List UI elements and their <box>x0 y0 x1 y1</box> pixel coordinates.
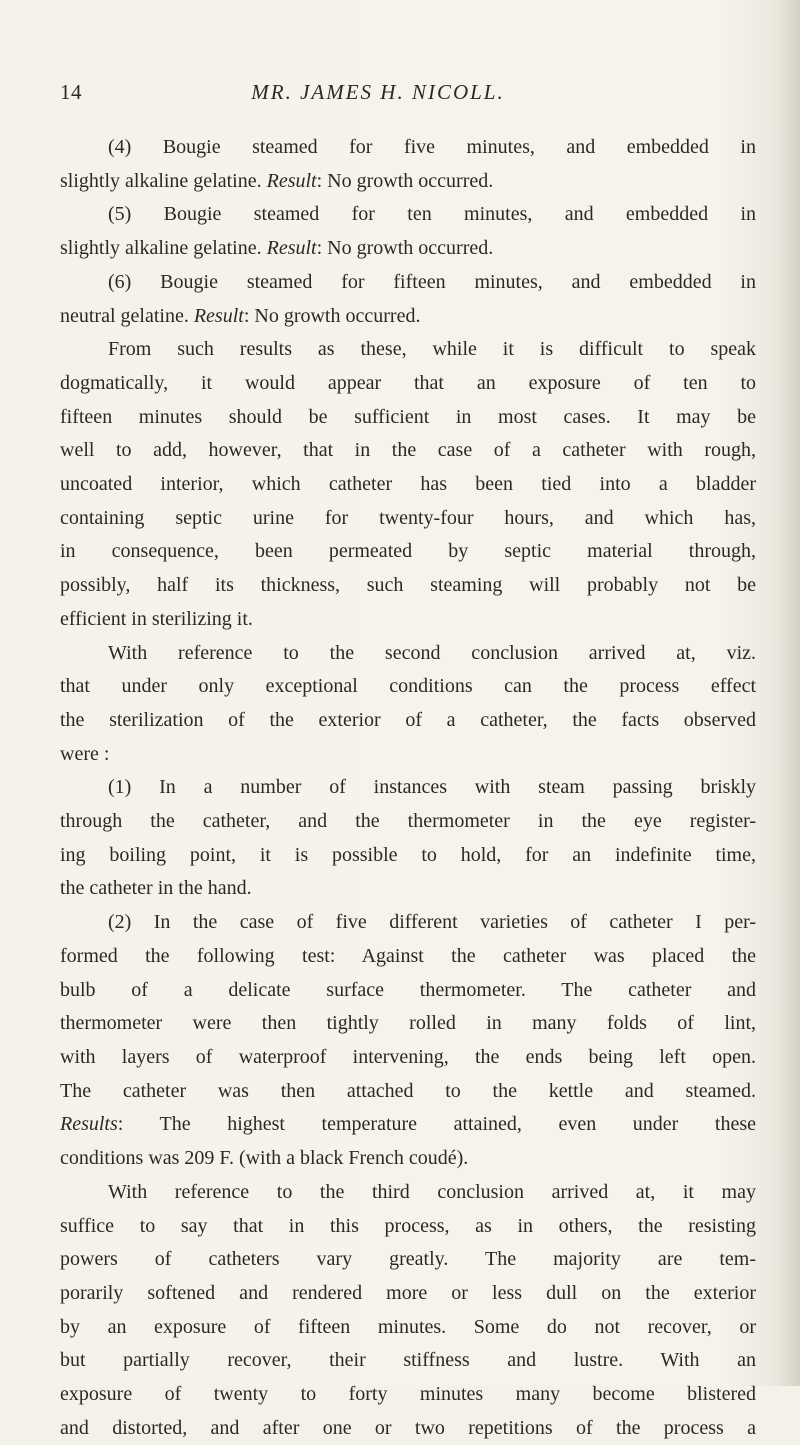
text-line <box>60 1108 756 1142</box>
paragraph-p4 <box>60 131 756 198</box>
text-run: With reference to the second conclusion arrived at, viz. <box>108 641 756 664</box>
text-line <box>60 603 756 637</box>
text-line <box>60 940 756 974</box>
text-line <box>60 367 756 401</box>
text-run: well to add, however, that in the case of a catheter with rough, <box>60 439 756 462</box>
text-run: that under only exceptional conditions can the process effect <box>60 675 756 698</box>
text-line <box>60 872 756 906</box>
text-run: (5) Bougie steamed for ten minutes, and embedded in <box>108 203 756 226</box>
text-line <box>60 974 756 1008</box>
text-line <box>60 906 756 940</box>
text-line <box>60 704 756 738</box>
text-line <box>60 468 756 502</box>
text-run: porarily softened and rendered more or less dull on the exterior <box>60 1281 756 1304</box>
text-run: suffice to say that in this process, as in others, the resisting <box>60 1214 756 1237</box>
text-run: formed the following test: Against the catheter was placed the <box>60 944 756 967</box>
text-line <box>60 569 756 603</box>
text-run: From such results as these, while it is difficult to speak <box>108 338 756 361</box>
text-run: slightly alkaline gelatine. <box>60 237 267 260</box>
text-line <box>60 1311 756 1345</box>
body-text <box>60 131 756 1445</box>
text-line <box>60 300 756 334</box>
text-run: : No growth occurred. <box>243 304 421 327</box>
text-run: slightly alkaline gelatine. <box>60 169 267 192</box>
text-run: conditions was 209 F. (with a black French coudé). <box>60 1147 469 1170</box>
text-run: : No growth occurred. <box>316 237 494 260</box>
text-run: containing septic urine for twenty-four hours, and which has, <box>60 506 756 529</box>
text-run: : The highest temperature attained, even under these <box>117 1113 756 1136</box>
text-line <box>60 1412 756 1445</box>
text-run: the sterilization of the exterior of a catheter, the facts observed <box>60 708 756 731</box>
italic-run: Result <box>266 237 317 260</box>
text-run: thermometer were then tightly rolled in many folds of lint, <box>60 1012 756 1035</box>
text-line <box>60 1142 756 1176</box>
text-line <box>60 805 756 839</box>
text-run: uncoated interior, which catheter has been tied into a bladder <box>60 473 756 496</box>
text-line <box>60 670 756 704</box>
text-line <box>60 333 756 367</box>
text-run: powers of catheters vary greatly. The majority are tem- <box>60 1248 756 1271</box>
text-line <box>60 434 756 468</box>
text-run: (6) Bougie steamed for fifteen minutes, and embedded in <box>108 270 756 293</box>
paragraph-p-from <box>60 333 756 636</box>
text-run: The catheter was then attached to the kettle and steamed. <box>60 1079 756 1102</box>
text-run: the catheter in the hand. <box>60 877 252 900</box>
text-line <box>60 839 756 873</box>
text-line <box>60 1210 756 1244</box>
italic-run: Results <box>60 1113 118 1136</box>
text-run: by an exposure of fifteen minutes. Some do not recover, or <box>60 1315 756 1338</box>
text-line <box>60 1176 756 1210</box>
text-line <box>60 637 756 671</box>
text-line <box>60 1378 756 1412</box>
text-line <box>60 266 756 300</box>
text-line <box>60 401 756 435</box>
text-run: through the catheter, and the thermometer in the eye register- <box>60 810 756 833</box>
text-line <box>60 1243 756 1277</box>
text-line <box>60 738 756 772</box>
text-line <box>60 198 756 232</box>
text-run: bulb of a delicate surface thermometer. The catheter and <box>60 978 756 1001</box>
text-run: possibly, half its thickness, such steaming will probably not be <box>60 574 756 597</box>
text-line <box>60 535 756 569</box>
paragraph-p-third <box>60 1176 756 1445</box>
text-run: With reference to the third conclusion arrived at, it may <box>108 1180 756 1203</box>
text-run: exposure of twenty to forty minutes many become blistered <box>60 1383 756 1406</box>
paragraph-p6 <box>60 266 756 333</box>
text-run: and distorted, and after one or two repetitions of the process a <box>60 1416 756 1439</box>
italic-run: Result <box>266 169 317 192</box>
text-line <box>60 1075 756 1109</box>
text-run: but partially recover, their stiffness and lustre. With an <box>60 1349 756 1372</box>
page-number: 14 <box>60 80 82 104</box>
paragraph-p5 <box>60 198 756 265</box>
text-run: fifteen minutes should be sufficient in most cases. It may be <box>60 405 756 428</box>
text-line <box>60 1344 756 1378</box>
text-line <box>60 1277 756 1311</box>
text-run: (2) In the case of five different varieties of catheter I per- <box>108 911 756 934</box>
text-run: dogmatically, it would appear that an exposure of ten to <box>60 371 756 394</box>
text-line <box>60 502 756 536</box>
running-head: MR. JAMES H. NICOLL. <box>251 80 505 104</box>
text-run: in consequence, been permeated by septic material through, <box>60 540 756 563</box>
paragraph-p-second <box>60 637 756 772</box>
text-line <box>60 232 756 266</box>
text-run: with layers of waterproof intervening, the ends being left open. <box>60 1045 756 1068</box>
text-run: (1) In a number of instances with steam passing briskly <box>108 776 756 799</box>
text-run: (4) Bougie steamed for five minutes, and embedded in <box>108 136 756 158</box>
text-line <box>60 1041 756 1075</box>
text-line <box>60 1007 756 1041</box>
text-run: : No growth occurred. <box>316 169 494 192</box>
text-run: ing boiling point, it is possible to hold, for an indefinite time, <box>60 843 756 866</box>
text-run: were : <box>60 742 110 765</box>
text-line <box>60 771 756 805</box>
italic-run: Result <box>193 304 244 327</box>
text-run: efficient in sterilizing it. <box>60 607 253 630</box>
text-line <box>60 131 756 165</box>
paragraph-p2 <box>60 906 756 1176</box>
page-header <box>0 80 800 110</box>
text-line <box>60 165 756 199</box>
paragraph-p1 <box>60 771 756 906</box>
page-edge-shadow <box>778 0 800 1386</box>
text-run: neutral gelatine. <box>60 304 194 327</box>
